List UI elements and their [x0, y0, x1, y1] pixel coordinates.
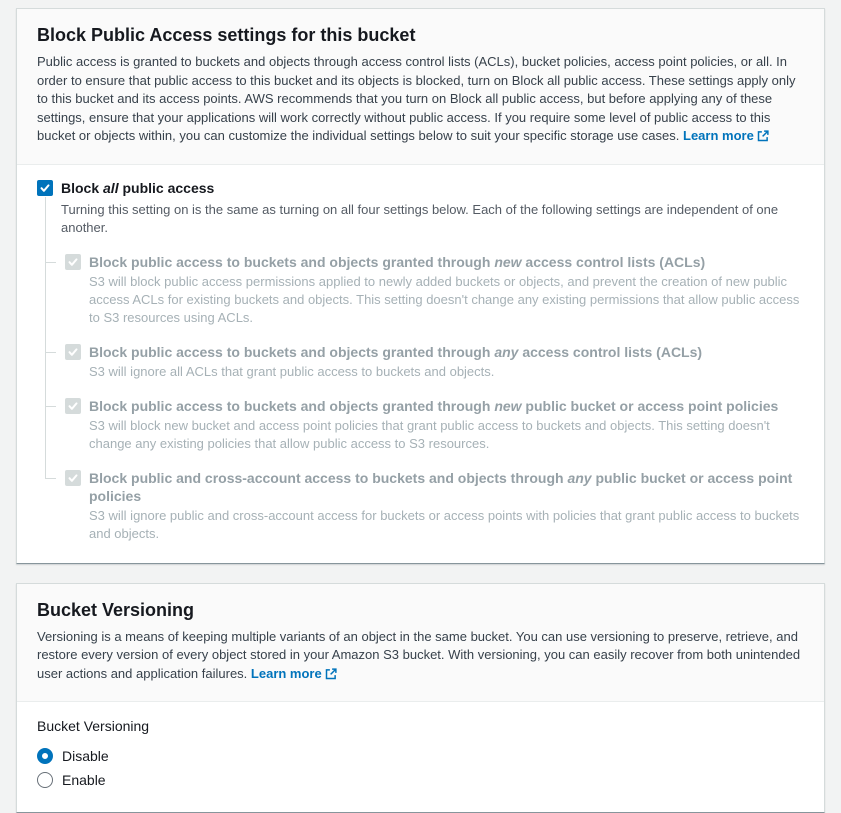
block-all-public-access-label[interactable]: Block all public access: [61, 179, 214, 197]
external-link-icon: [757, 129, 769, 148]
versioning-disable-option[interactable]: [37, 744, 804, 768]
section-description: [37, 53, 804, 148]
block-public-access-card: [16, 8, 825, 564]
sub-setting-description: S3 will ignore all ACLs that grant public access to buckets and objects.: [89, 363, 804, 381]
radio-enable-label: Enable: [62, 772, 106, 788]
section-title: Block Public Access settings for this bucket: [37, 23, 804, 47]
check-icon: [40, 183, 50, 193]
sub-setting-block-any-acls: [45, 327, 804, 381]
check-icon: [68, 347, 78, 357]
radio-enable[interactable]: [37, 772, 53, 788]
block-public-access-content: [17, 165, 824, 563]
radio-disable-label: Disable: [62, 748, 109, 764]
block-all-public-access-checkbox[interactable]: [37, 180, 53, 196]
block-public-access-header: [17, 9, 824, 165]
sub-setting-block-new-policies: [45, 381, 804, 453]
check-icon: [68, 401, 78, 411]
section-title: Bucket Versioning: [37, 598, 804, 622]
versioning-enable-option[interactable]: [37, 768, 804, 792]
sub-setting-block-any-policies: [45, 453, 804, 543]
sub-setting-label: Block public and cross-account access to buckets and objects through any public bucket or access point policies: [89, 469, 804, 505]
block-any-policies-checkbox: [65, 470, 81, 486]
section-description-text: Public access is granted to buckets and objects through access control lists (ACLs), bucket policies, access point policies, or all. In order to ensure that public access to this bucket and its objects is blocked, turn on Block all public access. These settings apply only to this bucket and its access points. AWS recommends that you turn on Block all public access, but before applying any of these settings, ensure that your applications will work correctly without public access. If you require some level of public access to this bucket or objects within, you can customize the individual settings below to suit your specific storage use cases.: [37, 54, 796, 143]
sub-setting-label: Block public access to buckets and objects granted through new access control lists (ACLs): [89, 253, 804, 271]
sub-setting-description: S3 will block new bucket and access point policies that grant public access to buckets and objects. This setting doesn't change any existing policies that allow public access to S3 resources.: [89, 417, 804, 453]
check-icon: [68, 257, 78, 267]
block-any-acls-checkbox: [65, 344, 81, 360]
block-new-policies-checkbox: [65, 398, 81, 414]
bucket-versioning-header: [17, 584, 824, 703]
sub-setting-block-new-acls: [45, 237, 804, 327]
bucket-versioning-card: [16, 583, 825, 813]
sub-settings-tree: [45, 197, 804, 543]
sub-setting-description: S3 will block public access permissions applied to newly added buckets or objects, and prevent the creation of new public access ACLs for existing buckets and objects. This setting doesn't change any existing permissions that allow public access to S3 resources using ACLs.: [89, 273, 804, 327]
learn-more-link[interactable]: Learn more: [251, 666, 337, 681]
bucket-versioning-content: [17, 702, 824, 812]
section-description-text: Versioning is a means of keeping multiple variants of an object in the same bucket. You can use versioning to preserve, retrieve, and restore every version of every object stored in your Amazon S3 bucket. With versioning, you can easily recover from both unintended user actions and application failures.: [37, 629, 800, 681]
section-description: [37, 628, 804, 686]
bucket-versioning-field-label: Bucket Versioning: [37, 716, 804, 736]
external-link-icon: [325, 667, 337, 686]
sub-setting-description: S3 will ignore public and cross-account access for buckets or access points with policies that grant public access to buckets and objects.: [89, 507, 804, 543]
check-icon: [68, 473, 78, 483]
sub-setting-label: Block public access to buckets and objects granted through new public bucket or access point policies: [89, 397, 804, 415]
block-new-acls-checkbox: [65, 254, 81, 270]
sub-setting-label: Block public access to buckets and objects granted through any access control lists (ACLs): [89, 343, 804, 361]
block-all-description: Turning this setting on is the same as turning on all four settings below. Each of the following settings are independent of one another.: [45, 197, 804, 237]
radio-disable[interactable]: [37, 748, 53, 764]
learn-more-link[interactable]: Learn more: [683, 128, 769, 143]
